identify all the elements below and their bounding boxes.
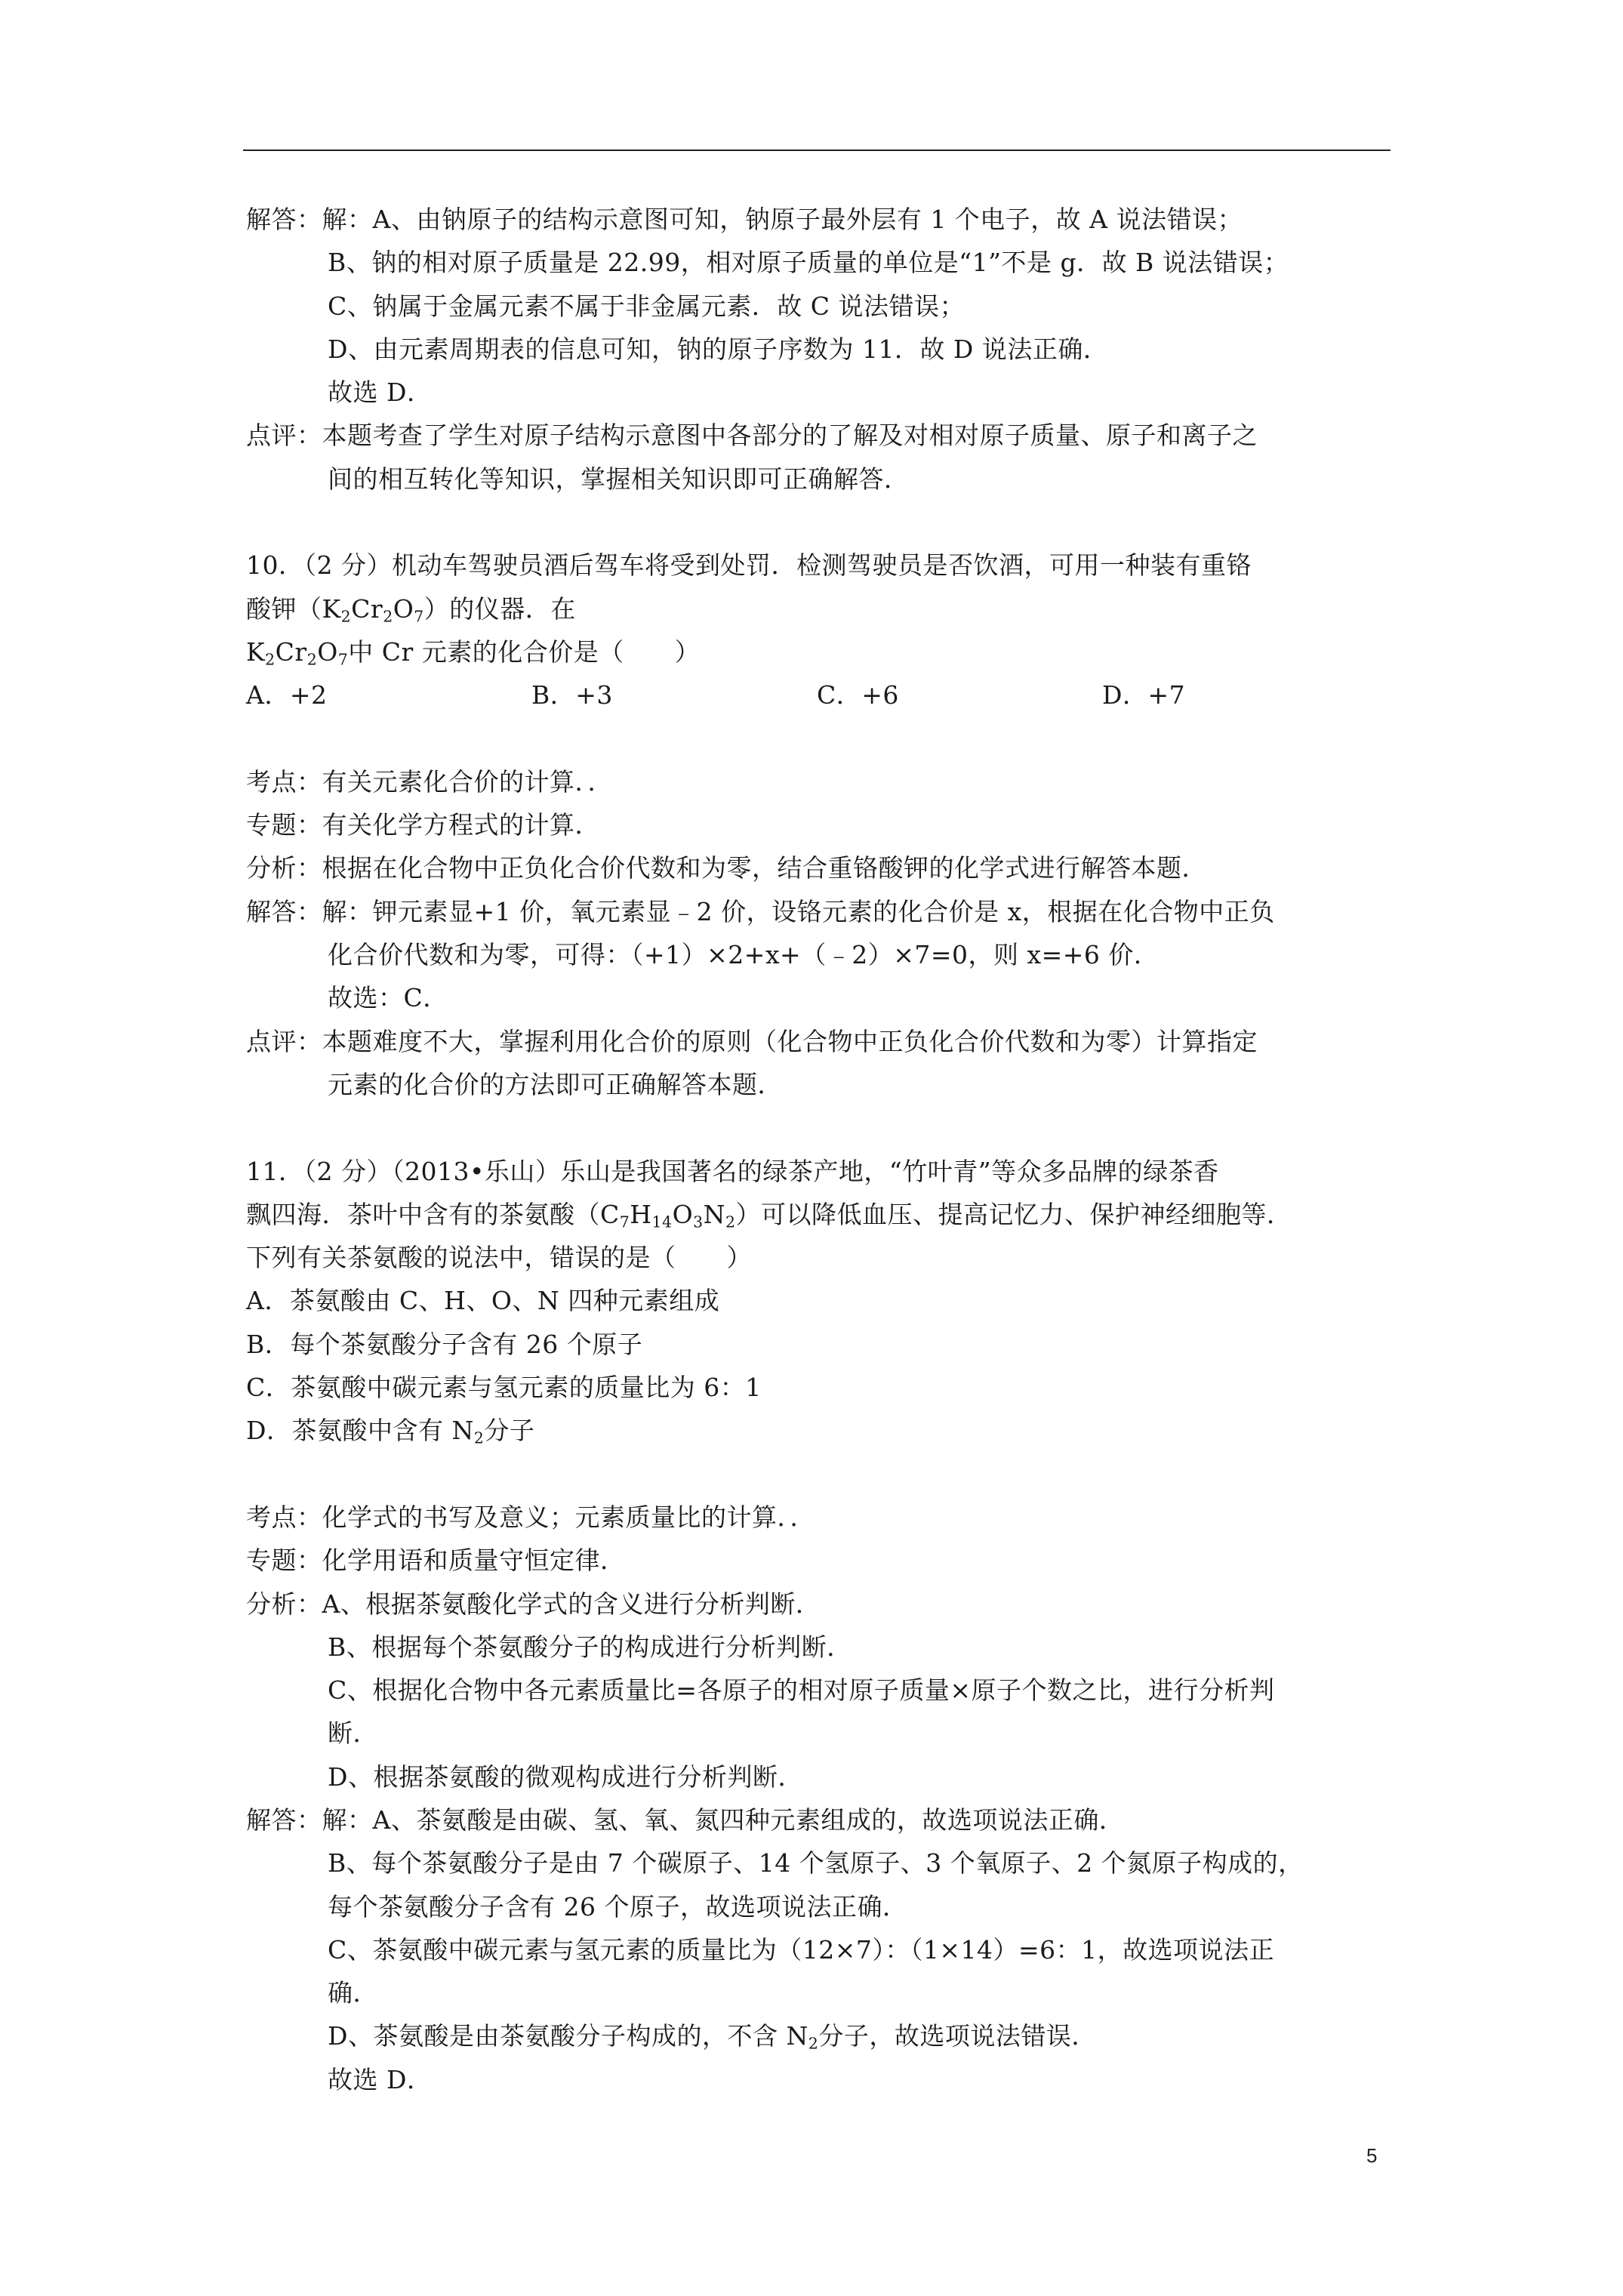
q11-jieda-line: 确． bbox=[328, 1978, 378, 2008]
q11-fenxi-line: B、根据每个茶氨酸分子的构成进行分析判断． bbox=[328, 1632, 852, 1662]
q11-choice-b: B．每个茶氨酸分子含有 26 个原子 bbox=[246, 1329, 643, 1359]
prev-answer-line: C、钠属于金属元素不属于非金属元素．故 C 说法错误； bbox=[328, 291, 965, 321]
header-rule bbox=[243, 149, 1390, 151]
q11-jieda-line: B、每个茶氨酸分子是由 7 个碳原子、14 个氢原子、3 个氧原子、2 个氮原子构成的， bbox=[328, 1848, 1304, 1878]
q11-kaodian: 考点：化学式的书写及意义；元素质量比的计算．． bbox=[246, 1502, 815, 1532]
q11-choice-d: D．茶氨酸中含有 $N_2$分子 bbox=[246, 1416, 535, 1448]
q11-jieda-line: D、茶氨酸是由茶氨酸分子构成的，不含 $N_2$分子，故选项说法错误． bbox=[328, 2021, 1097, 2054]
q10-dianping-line: 元素的化合价的方法即可正确解答本题． bbox=[328, 1069, 783, 1099]
q11-jieda-line: 故选 D． bbox=[328, 2064, 433, 2094]
prev-answer-line: B、钠的相对原子质量是 22.99，相对原子质量的单位是“1”不是 g．故 B 说法错误； bbox=[328, 248, 1289, 278]
q10-choice-d: D．+7 bbox=[1102, 680, 1186, 710]
q10-stem-line: 酸钾$(K_2Cr_2O_7)$的仪器．在 bbox=[246, 593, 576, 626]
q10-choice-c: C．+6 bbox=[817, 680, 899, 710]
prev-answer-line: 故选 D． bbox=[328, 378, 433, 408]
q11-fenxi-line: C、根据化合物中各元素质量比=各原子的相对原子质量×原子个数之比，进行分析判 bbox=[328, 1675, 1275, 1706]
q11-choice-c: C．茶氨酸中碳元素与氢元素的质量比为 6：1 bbox=[246, 1373, 762, 1403]
q11-fenxi-line: 断． bbox=[328, 1718, 378, 1749]
q11-jieda-line: C、茶氨酸中碳元素与氢元素的质量比为（12×7）：（1×14）=6：1，故选项说法正 bbox=[328, 1934, 1275, 1965]
q10-jieda-line: 化合价代数和为零，可得：（+1）×2+x+（﹣2）×7=0，则 x=+6 价． bbox=[328, 940, 1160, 970]
q10-jieda-line: 解答：解：钾元素显+1 价，氧元素显﹣2 价，设铬元素的化合价是 x，根据在化合物中正负 bbox=[246, 896, 1275, 926]
q10-zhuanti: 专题：有关化学方程式的计算． bbox=[246, 810, 600, 840]
q11-choice-a: A．茶氨酸由 C、H、O、N 四种元素组成 bbox=[246, 1286, 720, 1316]
prev-answer-line: D、由元素周期表的信息可知，钠的原子序数为 11．故 D 说法正确． bbox=[328, 334, 1109, 364]
q10-choices bbox=[246, 673, 1394, 717]
prev-comment-line: 间的相互转化等知识，掌握相关知识即可正确解答． bbox=[328, 464, 910, 494]
q11-jieda-line: 解答：解：A、茶氨酸是由碳、氢、氧、氮四种元素组成的，故选项说法正确． bbox=[246, 1804, 1125, 1835]
page-content bbox=[246, 198, 1394, 2101]
q10-stem-line: $K_2Cr_2O_7$中 Cr 元素的化合价是（ ） bbox=[246, 636, 701, 669]
q10-fenxi: 分析：根据在化合物中正负化合价代数和为零，结合重铬酸钾的化学式进行解答本题． bbox=[246, 853, 1207, 883]
prev-answer-line: 解答：解：A、由钠原子的结构示意图可知，钠原子最外层有 1 个电子，故 A 说法错误； bbox=[246, 205, 1243, 234]
q11-stem-line: 飘四海．茶叶中含有的茶氨酸$(C_7H_{14}O_3N_2)$可以降低血压、提高记忆力、保护神经细胞等． bbox=[246, 1199, 1292, 1231]
q10-kaodian: 考点：有关元素化合价的计算．． bbox=[246, 766, 613, 797]
q11-stem-line: 下列有关茶氨酸的说法中，错误的是（ ） bbox=[246, 1243, 752, 1273]
prev-comment-line: 点评：本题考查了学生对原子结构示意图中各部分的了解及对相对原子质量、原子和离子之 bbox=[246, 421, 1258, 451]
q10-dianping-line: 点评：本题难度不大，掌握利用化合价的原则（化合物中正负化合价代数和为零）计算指定 bbox=[246, 1026, 1258, 1056]
q11-fenxi-line: 分析：A、根据茶氨酸化学式的含义进行分析判断． bbox=[246, 1589, 821, 1619]
q10-stem-line: 10．（2 分）机动车驾驶员酒后驾车将受到处罚．检测驾驶员是否饮酒，可用一种装有重铬 bbox=[246, 550, 1252, 581]
q10-choice-b: B．+3 bbox=[531, 680, 613, 710]
q10-jieda-line: 故选：C． bbox=[328, 983, 448, 1013]
q11-fenxi-line: D、根据茶氨酸的微观构成进行分析判断． bbox=[328, 1761, 803, 1792]
page-number: 5 bbox=[1366, 2144, 1378, 2167]
q11-stem-line: 11．（2 分）（2013•乐山）乐山是我国著名的绿茶产地，“竹叶青”等众多品牌的绿茶香 bbox=[246, 1156, 1219, 1186]
q10-choice-a: A．+2 bbox=[246, 680, 328, 710]
q11-jieda-line: 每个茶氨酸分子含有 26 个原子，故选项说法正确． bbox=[328, 1891, 908, 1922]
q11-zhuanti: 专题：化学用语和质量守恒定律． bbox=[246, 1546, 626, 1576]
